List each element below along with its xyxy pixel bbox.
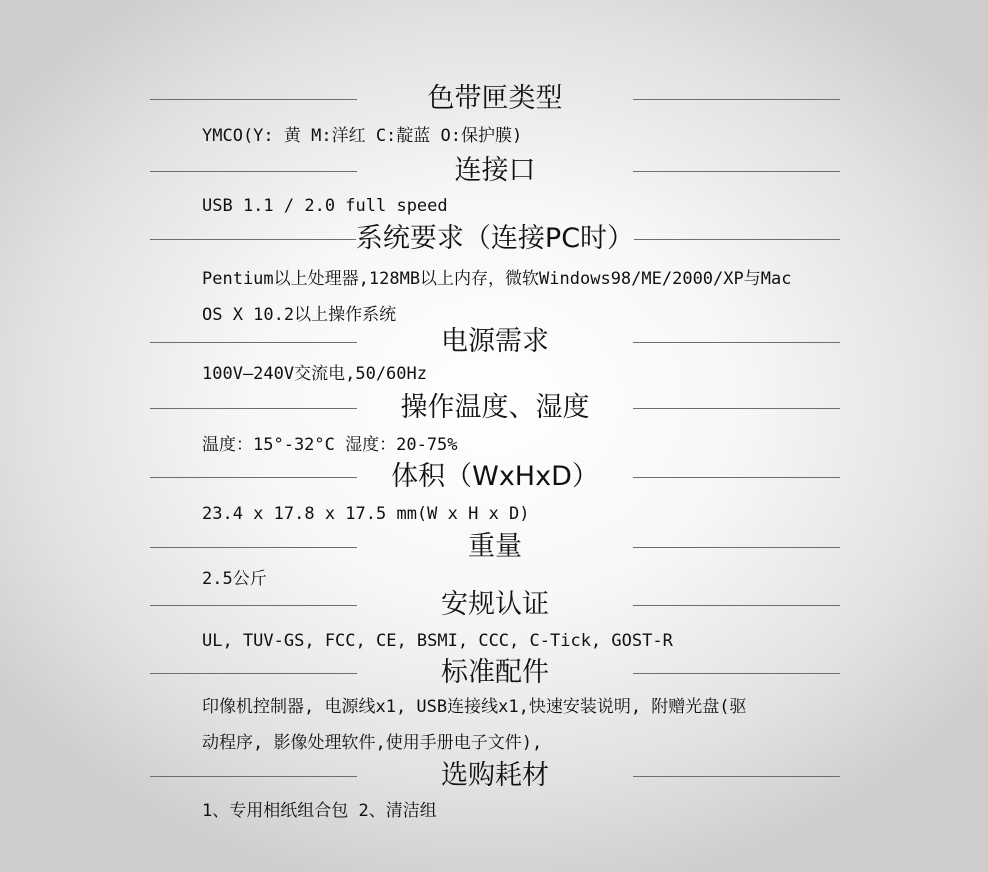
section-title: 选购耗材 [441,760,549,791]
spec-line: 23.4 x 17.8 x 17.5 mm(W x H x D) [202,504,530,524]
section-title: 标准配件 [441,657,549,688]
divider-left [150,776,357,777]
section-title: 操作温度、湿度 [400,392,590,423]
spec-line: 2.5公斤 [202,569,267,589]
section-header-ribbon-type [150,82,840,116]
divider-right [633,99,840,100]
section-body [202,261,862,333]
divider-left [150,673,357,674]
section-header-dimensions [150,460,840,494]
section-header-standard-accessories [150,656,840,690]
divider-left [150,605,357,606]
section-body [202,623,862,659]
section-title: 重量 [468,531,522,562]
section-header-system-requirements [150,222,840,256]
divider-right [633,171,840,172]
spec-line: USB 1.1 / 2.0 full speed [202,196,448,216]
spec-line: 动程序, 影像处理软件,使用手册电子文件), [202,733,543,753]
divider-right [633,477,840,478]
divider-left [150,342,357,343]
divider-left [150,547,357,548]
divider-right [633,408,840,409]
section-body [202,188,862,224]
section-body [202,356,862,392]
spec-line: 温度：15°-32°C 湿度：20-75% [202,435,458,455]
section-title: 色带匣类型 [427,83,563,114]
section-title: 体积（WxHxD） [391,461,599,492]
section-title: 安规认证 [441,589,549,620]
section-body [202,496,862,532]
divider-left [150,239,356,240]
section-header-weight [150,530,840,564]
section-body [202,427,862,463]
divider-left [150,408,357,409]
section-header-interface [150,154,840,188]
section-header-certifications [150,588,840,622]
section-title: 系统要求（连接PC时） [355,223,635,254]
spec-line: UL, TUV-GS, FCC, CE, BSMI, CCC, C-Tick, GOST-R [202,631,673,651]
divider-right [633,605,840,606]
spec-line: 印像机控制器, 电源线x1, USB连接线x1,快速安装说明, 附赠光盘(驱 [202,697,747,717]
divider-left [150,477,357,478]
divider-right [634,239,840,240]
section-title: 连接口 [454,155,536,186]
spec-line: 100V—240V交流电,50/60Hz [202,364,427,384]
divider-right [633,673,840,674]
section-title: 电源需求 [441,326,549,357]
divider-left [150,171,357,172]
section-body [202,118,862,154]
divider-right [633,547,840,548]
divider-right [633,342,840,343]
section-body [202,689,862,761]
section-body [202,793,862,829]
divider-left [150,99,357,100]
section-header-optional-consumables [150,759,840,793]
spec-line: OS X 10.2以上操作系统 [202,305,397,325]
divider-right [633,776,840,777]
section-header-power [150,325,840,359]
spec-line: Pentium以上处理器,128MB以上内存，微软Windows98/ME/2000/XP与Mac [202,269,792,289]
section-header-operating-environment [150,391,840,425]
spec-line: YMCO(Y: 黄 M:洋红 C:靛蓝 O:保护膜) [202,126,523,146]
spec-line: 1、专用相纸组合包 2、清洁组 [202,801,437,821]
